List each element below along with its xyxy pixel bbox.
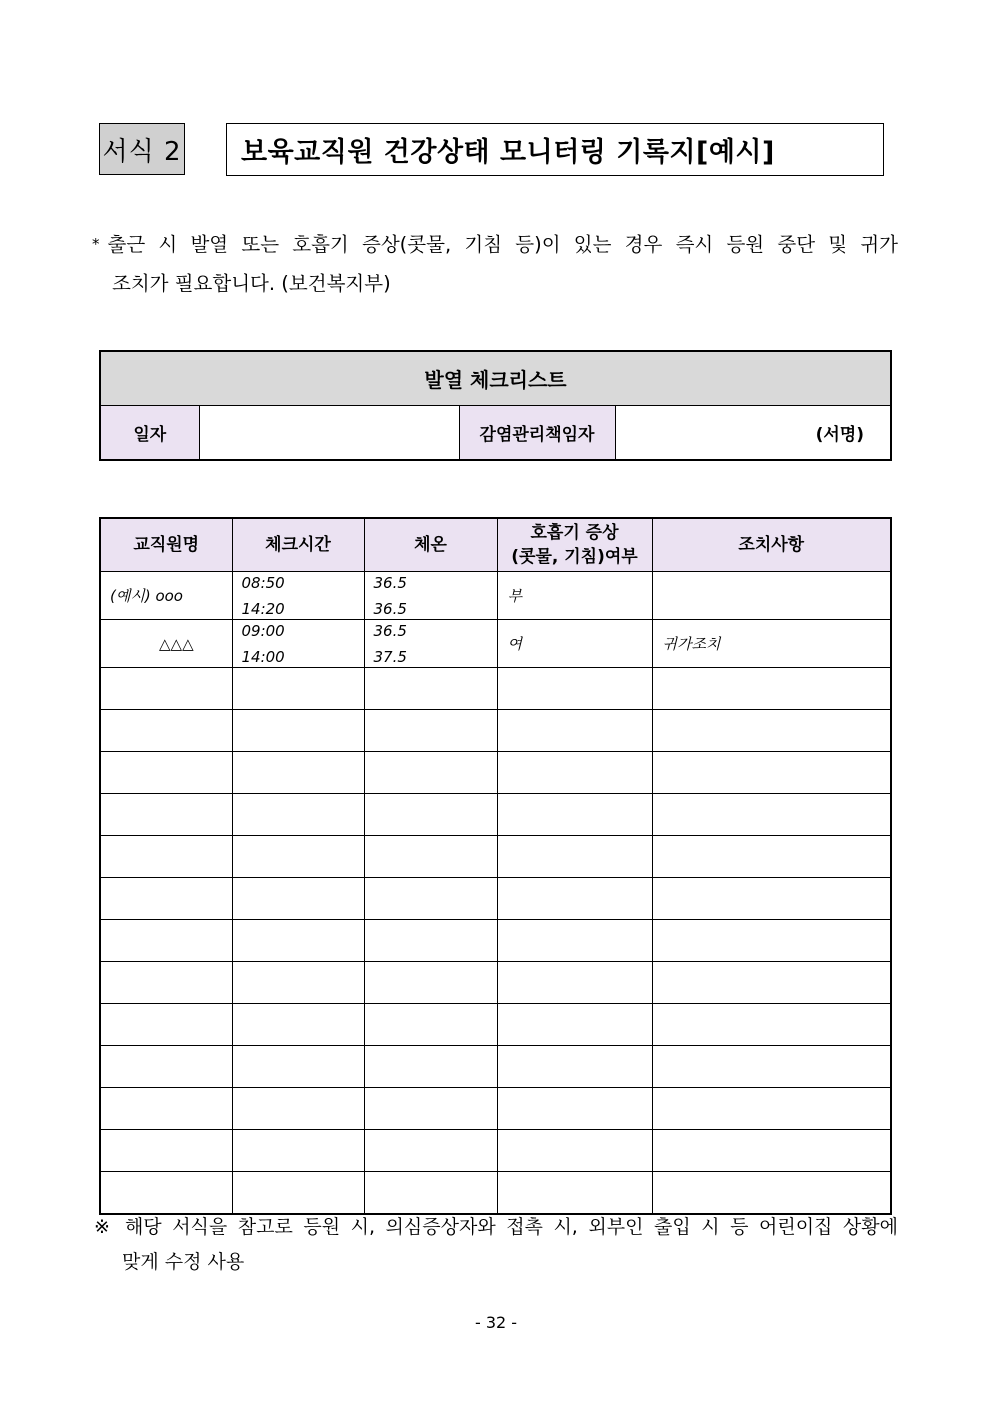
action-cell (652, 572, 891, 620)
symptom-cell[interactable] (497, 878, 652, 920)
action-cell[interactable] (652, 1046, 891, 1088)
temperature-cell[interactable] (364, 794, 497, 836)
symptom-cell[interactable] (497, 962, 652, 1004)
form-number-label: 서식 2 (99, 123, 185, 175)
header-check-time: 체크시간 (232, 518, 364, 572)
temperature-cell[interactable] (364, 668, 497, 710)
staff-name-cell[interactable] (100, 1172, 232, 1214)
symptom-cell[interactable] (497, 794, 652, 836)
footnote (94, 1210, 898, 1280)
action-cell[interactable] (652, 962, 891, 1004)
check-time-cell[interactable] (232, 794, 364, 836)
temperature-cell[interactable] (364, 1088, 497, 1130)
symptom-cell[interactable] (497, 836, 652, 878)
action-cell[interactable] (652, 1172, 891, 1214)
check-time-2: 14:20 (241, 599, 285, 618)
fever-checklist-table (99, 350, 892, 461)
staff-name-cell[interactable] (100, 1130, 232, 1172)
footnote-line-2: 맞게 수정 사용 (122, 1251, 245, 1273)
staff-name-cell[interactable] (100, 836, 232, 878)
temperature-cell[interactable] (364, 878, 497, 920)
action-cell[interactable] (652, 836, 891, 878)
check-time-1: 08:50 (241, 573, 285, 592)
table-row (100, 962, 891, 1004)
staff-name-cell: △△△ (100, 620, 232, 668)
temperature-2: 37.5 (373, 647, 407, 666)
staff-name-cell[interactable] (100, 1088, 232, 1130)
footnote-line-1: ※ 해당 서식을 참고로 등원 시, 의심증상자와 접촉 시, 외부인 출입 시 등 어린이집 상황에 (94, 1216, 898, 1238)
check-time-cell[interactable] (232, 962, 364, 1004)
table-row (100, 1130, 891, 1172)
symptom-cell[interactable] (497, 920, 652, 962)
notice-line-1-text: 출근 시 발열 또는 호흡기 증상(콧물, 기침 등)이 있는 경우 즉시 등원 중단 및 귀가 (107, 233, 898, 256)
temperature-cell (364, 620, 497, 668)
check-time-cell[interactable] (232, 1130, 364, 1172)
temperature-cell[interactable] (364, 1046, 497, 1088)
symptom-cell[interactable] (497, 1130, 652, 1172)
staff-name-cell[interactable] (100, 920, 232, 962)
temperature-cell[interactable] (364, 1130, 497, 1172)
table-row (100, 752, 891, 794)
header-temperature: 체온 (364, 518, 497, 572)
temperature-1: 36.5 (373, 573, 407, 592)
check-time-cell[interactable] (232, 836, 364, 878)
table-row (100, 1172, 891, 1214)
check-time-cell[interactable] (232, 920, 364, 962)
table-row (100, 794, 891, 836)
staff-name-cell[interactable] (100, 668, 232, 710)
header-staff-name: 교직원명 (100, 518, 232, 572)
header-respiratory-symptom (497, 518, 652, 572)
check-time-cell[interactable] (232, 1088, 364, 1130)
staff-name-cell[interactable] (100, 962, 232, 1004)
temperature-cell[interactable] (364, 920, 497, 962)
notice (92, 226, 898, 302)
check-time-cell[interactable] (232, 1004, 364, 1046)
check-time-cell (232, 572, 364, 620)
header-symptom-line-2: (콧물, 기침)여부 (511, 547, 638, 567)
symptom-cell[interactable] (497, 668, 652, 710)
page-number: - 32 - (474, 1313, 518, 1332)
symptom-cell[interactable] (497, 1172, 652, 1214)
symptom-cell[interactable] (497, 1088, 652, 1130)
check-time-2: 14:00 (241, 647, 285, 666)
staff-name-cell[interactable] (100, 794, 232, 836)
symptom-cell: 여 (497, 620, 652, 668)
table-row (100, 1088, 891, 1130)
records-header-row (100, 518, 891, 572)
infection-manager-label: 감염관리책임자 (459, 405, 615, 460)
table-row (100, 572, 891, 620)
check-time-1: 09:00 (241, 621, 285, 640)
check-time-cell[interactable] (232, 1172, 364, 1214)
staff-name-cell[interactable] (100, 878, 232, 920)
action-cell[interactable] (652, 668, 891, 710)
check-time-cell[interactable] (232, 878, 364, 920)
asterisk-bullet: * (92, 235, 100, 253)
staff-name-cell[interactable] (100, 752, 232, 794)
notice-line-1 (92, 226, 898, 265)
symptom-cell[interactable] (497, 710, 652, 752)
table-row (100, 620, 891, 668)
table-row (100, 1004, 891, 1046)
symptom-cell[interactable] (497, 1004, 652, 1046)
table-row (100, 920, 891, 962)
header-action: 조치사항 (652, 518, 891, 572)
temperature-1: 36.5 (373, 621, 407, 640)
action-cell[interactable] (652, 710, 891, 752)
action-cell: 귀가조치 (652, 620, 891, 668)
symptom-cell: 부 (497, 572, 652, 620)
header-symptom-line-1: 호흡기 증상 (530, 523, 619, 543)
symptom-cell[interactable] (497, 1046, 652, 1088)
table-row (100, 668, 891, 710)
temperature-cell[interactable] (364, 1172, 497, 1214)
notice-line-2: 조치가 필요합니다. (보건복지부) (112, 272, 391, 295)
date-field[interactable] (199, 405, 459, 460)
action-cell[interactable] (652, 1130, 891, 1172)
table-row (100, 1046, 891, 1088)
action-cell[interactable] (652, 920, 891, 962)
table-row (100, 710, 891, 752)
staff-name-cell[interactable] (100, 710, 232, 752)
check-time-cell[interactable] (232, 668, 364, 710)
date-label: 일자 (100, 405, 199, 460)
check-time-cell[interactable] (232, 710, 364, 752)
symptom-cell[interactable] (497, 752, 652, 794)
table-row (100, 878, 891, 920)
action-cell[interactable] (652, 1088, 891, 1130)
action-cell[interactable] (652, 1004, 891, 1046)
signature-field[interactable] (615, 405, 891, 460)
temperature-cell[interactable] (364, 752, 497, 794)
temperature-cell (364, 572, 497, 620)
temperature-cell[interactable] (364, 962, 497, 1004)
check-time-cell (232, 620, 364, 668)
check-time-cell[interactable] (232, 752, 364, 794)
temperature-cell[interactable] (364, 1004, 497, 1046)
temperature-2: 36.5 (373, 599, 407, 618)
checklist-title: 발열 체크리스트 (100, 351, 891, 405)
action-cell[interactable] (652, 752, 891, 794)
staff-name-cell: (예시) ooo (100, 572, 232, 620)
temperature-cell[interactable] (364, 710, 497, 752)
staff-name-cell[interactable] (100, 1046, 232, 1088)
staff-name-cell[interactable] (100, 1004, 232, 1046)
table-row (100, 836, 891, 878)
action-cell[interactable] (652, 794, 891, 836)
signature-label: (서명) (815, 424, 864, 445)
temperature-cell[interactable] (364, 836, 497, 878)
form-title: 보육교직원 건강상태 모니터링 기록지[예시] (226, 123, 884, 176)
action-cell[interactable] (652, 878, 891, 920)
check-time-cell[interactable] (232, 1046, 364, 1088)
staff-health-records-table (99, 517, 892, 1215)
